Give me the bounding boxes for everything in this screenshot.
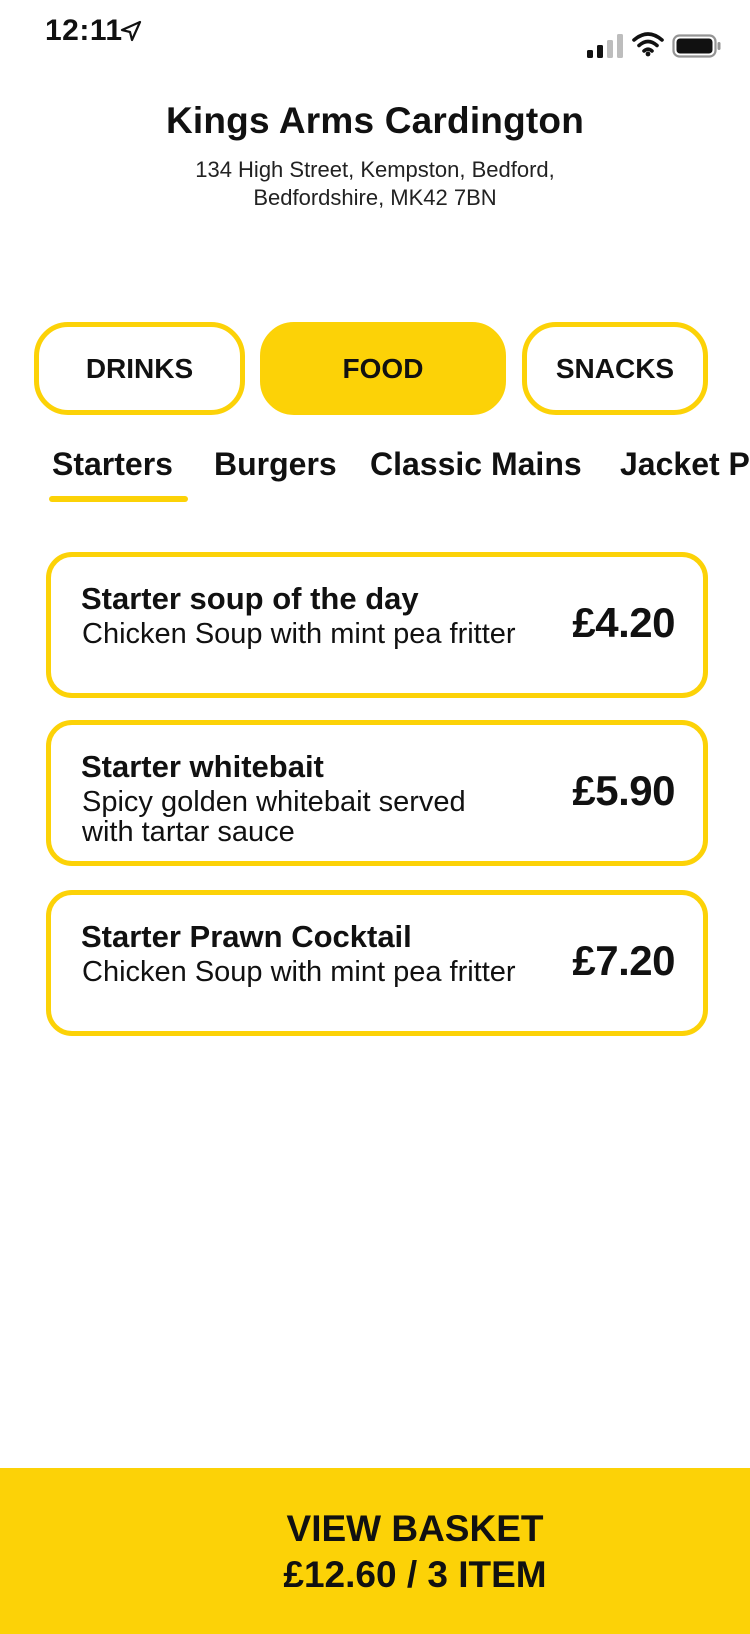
item-price: £5.90	[572, 767, 675, 814]
item-name: Starter soup of the day	[81, 581, 419, 616]
status-time: 12:11	[45, 14, 123, 47]
item-name: Starter whitebait	[81, 749, 324, 784]
tab-burgers[interactable]: Burgers	[214, 446, 337, 482]
tab-starters[interactable]: Starters	[52, 446, 173, 482]
tab-classic-mains[interactable]: Classic Mains	[370, 446, 582, 482]
address-line-1: 134 High Street, Kempston, Bedford,	[195, 157, 555, 182]
category-food-button[interactable]: FOOD	[260, 322, 506, 415]
wifi-icon	[632, 31, 664, 57]
venue-address	[150, 156, 600, 212]
basket-label: VIEW BASKET	[286, 1508, 544, 1549]
category-drinks-button[interactable]: DRINKS	[34, 322, 245, 415]
venue-title: Kings Arms Cardington	[165, 100, 585, 141]
category-snacks-button[interactable]: SNACKS	[522, 322, 708, 415]
location-arrow-icon	[120, 20, 142, 42]
menu-item-card[interactable]	[46, 720, 708, 866]
basket-summary: £12.60 / 3 ITEM	[283, 1554, 547, 1595]
item-description: Chicken Soup with mint pea fritter	[82, 956, 516, 988]
item-price: £7.20	[572, 937, 675, 984]
item-description: Spicy golden whitebait served with tartar sauce	[82, 786, 466, 848]
tab-jacket-potatoes[interactable]: Jacket P	[620, 446, 750, 482]
address-line-2: Bedfordshire, MK42 7BN	[253, 185, 497, 210]
battery-icon	[672, 34, 722, 58]
menu-item-card[interactable]	[46, 552, 708, 698]
category-selector	[0, 322, 750, 416]
menu-item-card[interactable]	[46, 890, 708, 1036]
item-price: £4.20	[572, 599, 675, 646]
item-description: Chicken Soup with mint pea fritter	[82, 618, 516, 650]
active-tab-indicator	[49, 496, 188, 502]
status-bar	[0, 0, 750, 80]
view-basket-button[interactable]	[0, 1468, 750, 1634]
cellular-signal-icon	[587, 34, 625, 58]
item-name: Starter Prawn Cocktail	[81, 919, 412, 954]
